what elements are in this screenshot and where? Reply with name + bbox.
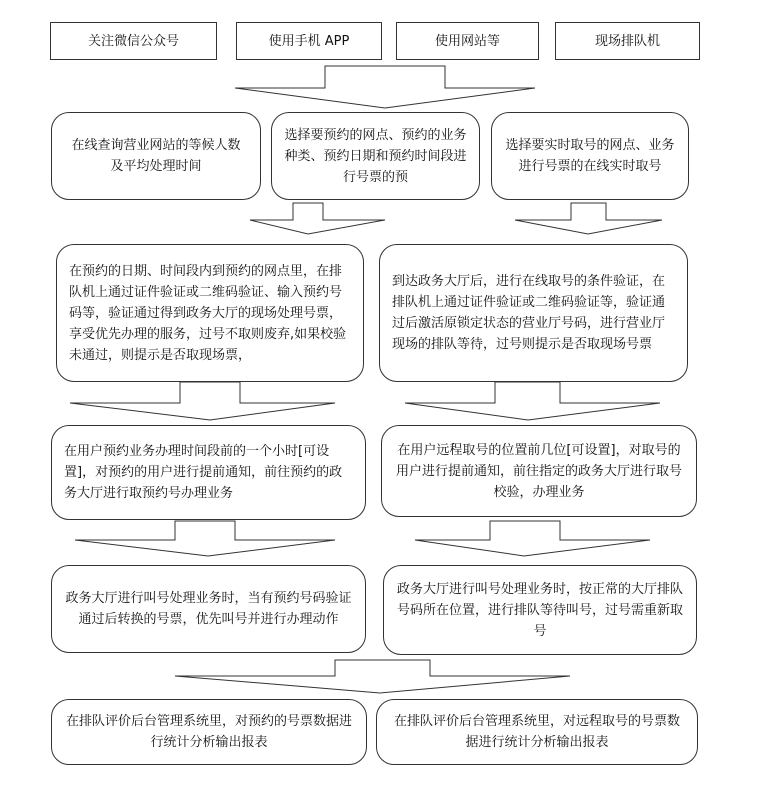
reserve-call-text: 政务大厅进行叫号处理业务时，当有预约号码验证通过后转换的号票，优先叫号并进行办理动作 <box>65 591 352 627</box>
arrow-checkin-to-notify-right <box>405 382 660 420</box>
realtime-checkin-text: 到达政务大厅后，进行在线取号的条件验证，在排队机上通过证件验证或二维码验证等，验证通过后激活原锁定状态的营业厅号码，进行营业厅现场的排队等待，过号则提示是否取现场号票 <box>392 274 666 352</box>
query-wait-box <box>51 112 261 200</box>
arrow-notify-to-call-right <box>415 521 650 556</box>
channel-wechat-label: 关注微信公众号 <box>87 33 179 49</box>
reserve-text: 选择要预约的网点、预约的业务种类、预约日期和预约时间段进行号票的预 <box>284 127 467 185</box>
arrow-checkin-to-notify-left <box>70 382 335 420</box>
reserve-notify-box <box>51 425 366 520</box>
channel-app-label: 使用手机 APP <box>268 33 350 49</box>
channel-app <box>236 22 382 60</box>
realtime-checkin-box <box>379 244 688 382</box>
channel-wechat <box>50 22 217 60</box>
reserve-box <box>271 112 480 200</box>
channel-kiosk <box>555 22 700 60</box>
realtime-notify-box <box>381 425 697 517</box>
realtime-report-text: 在排队评价后台管理系统里，对远程取号的号票数据进行统计分析输出报表 <box>393 714 680 750</box>
channel-website-label: 使用网站等 <box>434 33 500 49</box>
arrow-notify-to-call-left <box>75 521 335 556</box>
reserve-call-box <box>51 565 366 653</box>
arrow-channels-to-options <box>235 66 535 108</box>
realtime-call-text: 政务大厅进行叫号处理业务时，按正常的大厅排队号码所在位置，进行排队等待叫号，过号需重新取号 <box>396 581 683 639</box>
realtime-text: 选择要实时取号的网点、业务进行号票的在线实时取号 <box>505 138 675 174</box>
realtime-report-box <box>376 699 698 765</box>
query-wait-text: 在线查询营业网站的等候人数及平均处理时间 <box>71 138 241 174</box>
reserve-checkin-box <box>56 244 364 382</box>
realtime-box <box>491 112 689 200</box>
reserve-report-text: 在排队评价后台管理系统里，对预约的号票数据进行统计分析输出报表 <box>65 714 352 750</box>
arrow-realtime-to-checkin <box>515 203 662 234</box>
reserve-checkin-text: 在预约的日期、时间段内到预约的网点里，在排队机上通过证件验证或二维码验证、输入预约号码等，验证通过得到政务大厅的现场处理号票，享受优先办理的服务，过号不取则废弃,如果校验未通过，则提示是否取现场票， <box>69 263 347 363</box>
channel-kiosk-label: 现场排队机 <box>594 33 660 49</box>
reserve-notify-text: 在用户预约业务办理时间段前的一个小时[可设置]，对预约的用户进行提前通知，前往预约的政务大厅进行取预约号办理业务 <box>64 444 343 501</box>
reserve-report-box <box>51 699 367 765</box>
channel-website <box>396 22 539 60</box>
arrow-reserve-to-checkin <box>250 203 385 234</box>
realtime-notify-text: 在用户远程取号的位置前几位[可设置]，对取号的用户进行提前通知，前往指定的政务大厅进行取号校验，办理业务 <box>395 442 682 500</box>
realtime-call-box <box>383 565 697 655</box>
arrow-call-to-reports <box>175 660 570 693</box>
